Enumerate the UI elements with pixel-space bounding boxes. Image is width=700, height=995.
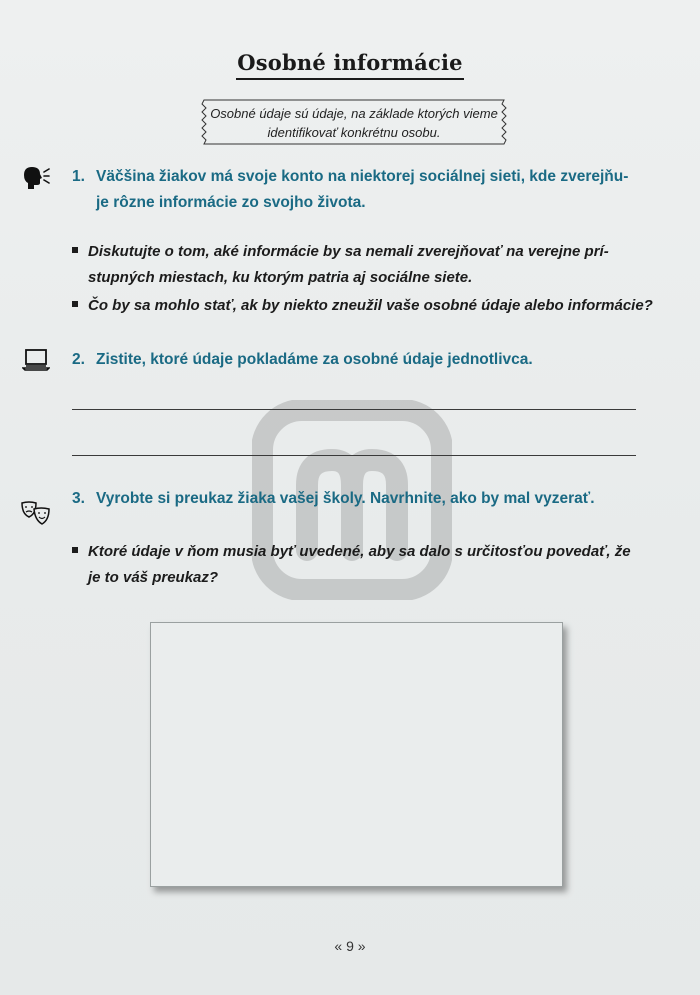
task-1-bullet-1: Diskutujte o tom, aké informácie by sa nemali zverejňovať na verejne prí- stupných miestach, ku ktorým patria aj sociálne siete. — [72, 239, 609, 291]
speaking-head-icon — [22, 165, 50, 191]
page-title: Osobné informácie — [0, 50, 700, 75]
bullet-square — [72, 301, 78, 307]
bullet-square — [72, 247, 78, 253]
task-3-bullet-1: Ktoré údaje v ňom musia byť uvedené, aby sa dalo s určitosťou povedať, že je to váš preukaz? — [72, 539, 631, 591]
definition-line-1: Osobné údaje sú údaje, na základe ktorých vieme — [210, 106, 498, 121]
task-3-heading: 3. Vyrobte si preukaz žiaka vašej školy. Navrhnite, ako by mal vyzerať. — [72, 490, 595, 507]
theater-masks-icon — [20, 500, 52, 526]
task-1-bullet-2: Čo by sa mohlo stať, ak by niekto zneužil vaše osobné údaje alebo informácie? — [72, 293, 653, 319]
task-1-heading: 1. Väčšina žiakov má svoje konto na niektorej sociálnej sieti, kde zverejňu- je rôzne informácie zo svojho života. — [72, 168, 629, 211]
answer-line-2[interactable] — [72, 455, 636, 456]
bullet-square — [72, 547, 78, 553]
definition-line-2: identifikovať konkrétnu osobu. — [267, 125, 441, 140]
page-number: « 9 » — [334, 938, 366, 954]
definition-box — [200, 98, 508, 146]
student-card-drawing-area[interactable] — [150, 622, 563, 887]
task-2-heading: 2. Zistite, ktoré údaje pokladáme za osobné údaje jednotlivca. — [72, 351, 533, 368]
answer-line-1[interactable] — [72, 409, 636, 410]
laptop-icon — [22, 348, 50, 372]
